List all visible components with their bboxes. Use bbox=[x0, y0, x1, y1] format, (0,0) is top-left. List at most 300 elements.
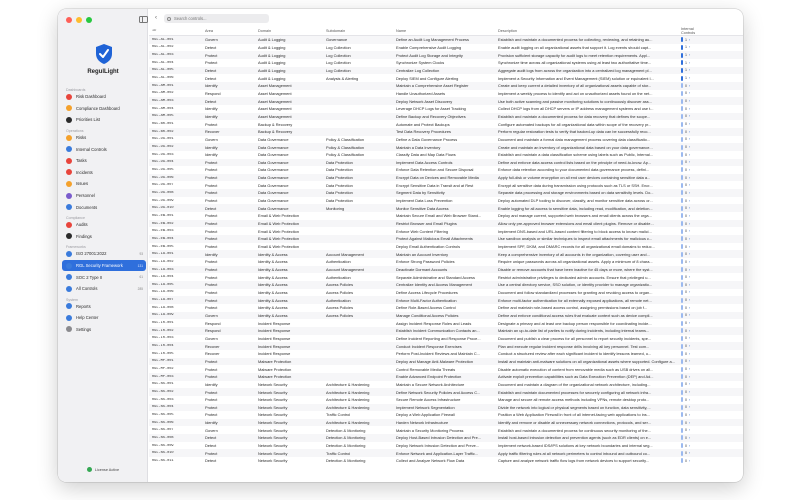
internal-controls-cell[interactable] bbox=[678, 175, 708, 180]
internal-controls-cell[interactable] bbox=[678, 221, 708, 226]
column-header[interactable]: Description bbox=[498, 29, 517, 33]
internal-controls-cell[interactable] bbox=[678, 99, 708, 104]
chevron-right-icon[interactable]: › bbox=[689, 60, 691, 65]
control-count-bar bbox=[681, 53, 683, 58]
table-cell: Use both active scanning and passive monitoring solutions to continuously discover ass... bbox=[498, 98, 652, 104]
table-row[interactable] bbox=[149, 335, 743, 343]
table-cell: Assign Incident Response Roles and Leads bbox=[396, 320, 472, 326]
chevron-right-icon[interactable]: › bbox=[689, 221, 691, 226]
internal-controls-cell[interactable] bbox=[678, 152, 708, 157]
table-row[interactable] bbox=[149, 312, 743, 320]
table-cell: Require unique passwords across all organizational assets. Apply a minimum of 8 chara... bbox=[498, 259, 653, 265]
chevron-right-icon[interactable]: › bbox=[689, 137, 691, 142]
internal-controls-cell[interactable] bbox=[678, 213, 708, 218]
internal-controls-count: 0 bbox=[685, 99, 687, 104]
table-cell: Data Governance bbox=[258, 152, 289, 158]
sidebar-item-rgl-security-framework[interactable] bbox=[62, 260, 146, 272]
internal-controls-cell[interactable] bbox=[678, 374, 708, 379]
internal-controls-cell[interactable] bbox=[678, 275, 708, 280]
column-header[interactable]: Area bbox=[205, 29, 214, 33]
internal-controls-cell[interactable] bbox=[678, 244, 708, 249]
chevron-right-icon[interactable]: › bbox=[689, 213, 691, 218]
table-row[interactable] bbox=[149, 243, 743, 251]
table-cell: RGL-DG-010 bbox=[152, 206, 174, 211]
sidebar-item-settings[interactable] bbox=[62, 324, 146, 336]
chevron-right-icon[interactable]: › bbox=[689, 68, 691, 73]
chevron-right-icon[interactable]: › bbox=[689, 351, 691, 356]
table-cell: Identify bbox=[205, 381, 218, 387]
internal-controls-count: 0 bbox=[685, 328, 687, 333]
table-cell: Enforce multi-factor authentication for all externally exposed applications, all remote net... bbox=[498, 297, 652, 303]
internal-controls-cell[interactable] bbox=[678, 183, 708, 188]
close-window-button[interactable] bbox=[66, 17, 72, 23]
internal-controls-cell[interactable] bbox=[678, 114, 708, 119]
table-row[interactable] bbox=[149, 373, 743, 381]
chevron-right-icon[interactable]: › bbox=[689, 336, 691, 341]
internal-controls-count: 0 bbox=[685, 236, 687, 241]
chevron-right-icon[interactable]: › bbox=[689, 328, 691, 333]
sidebar-item-reports[interactable] bbox=[62, 301, 146, 313]
table-row[interactable] bbox=[149, 136, 743, 144]
book-icon bbox=[66, 263, 72, 269]
sidebar-section-title: Compliance bbox=[66, 215, 85, 220]
chevron-right-icon[interactable]: › bbox=[689, 252, 691, 257]
table-row[interactable] bbox=[149, 350, 743, 358]
table-cell: Audit & Logging bbox=[258, 52, 286, 58]
internal-controls-cell[interactable] bbox=[678, 397, 708, 402]
table-cell: Document and publish a clear process for all personnel to report security incidents, spe... bbox=[498, 335, 652, 341]
chevron-right-icon[interactable]: › bbox=[689, 267, 691, 272]
column-header[interactable]: Name bbox=[396, 29, 407, 33]
sidebar-item-findings[interactable] bbox=[62, 231, 146, 243]
table-row[interactable] bbox=[149, 358, 743, 366]
table-cell: Govern bbox=[205, 136, 218, 142]
chevron-right-icon[interactable]: › bbox=[689, 305, 691, 310]
chevron-right-icon[interactable]: › bbox=[689, 321, 691, 326]
internal-controls-count: 0 bbox=[685, 244, 687, 249]
control-count-bar bbox=[681, 37, 683, 42]
sidebar-item-label: SOC 2 Type II bbox=[76, 274, 103, 280]
table-cell: Identify bbox=[205, 251, 218, 257]
chevron-right-icon[interactable]: › bbox=[689, 428, 691, 433]
table-cell: Encrypt all sensitive data during transmission using protocols such as TLS or SSH. Encr... bbox=[498, 182, 653, 188]
internal-controls-cell[interactable] bbox=[678, 53, 708, 58]
chevron-right-icon[interactable]: › bbox=[689, 145, 691, 150]
sidebar-toggle-icon[interactable] bbox=[139, 16, 148, 23]
chevron-right-icon[interactable]: › bbox=[689, 106, 691, 111]
table-cell: RGL-EW-001 bbox=[152, 213, 174, 218]
internal-controls-cell[interactable] bbox=[678, 390, 708, 395]
chevron-right-icon[interactable]: › bbox=[689, 344, 691, 349]
chevron-right-icon[interactable]: › bbox=[689, 435, 691, 440]
table-cell: Establish and maintain a documented process for data recovery that defines the scope... bbox=[498, 113, 651, 119]
table-cell: Test Data Recovery Procedures bbox=[396, 129, 451, 135]
chevron-right-icon[interactable]: › bbox=[689, 167, 691, 172]
table-cell: Define and enforce data access control lists based on the principle of need-to-know. Ap... bbox=[498, 159, 652, 165]
table-cell: Deploy Host-Based Intrusion Detection and Pre... bbox=[396, 435, 481, 441]
table-cell: RGL-NS-009 bbox=[152, 443, 174, 448]
chevron-right-icon[interactable]: › bbox=[689, 183, 691, 188]
internal-controls-cell[interactable] bbox=[678, 367, 708, 372]
internal-controls-count: 0 bbox=[685, 412, 687, 417]
sidebar-item-incidents[interactable] bbox=[62, 167, 146, 179]
table-cell: Detect bbox=[205, 435, 217, 441]
table-row[interactable] bbox=[149, 419, 743, 427]
control-count-bar bbox=[681, 206, 683, 211]
chevron-right-icon[interactable]: › bbox=[689, 114, 691, 119]
sidebar-item-compliance-dashboard[interactable] bbox=[62, 103, 146, 115]
table-row[interactable] bbox=[149, 289, 743, 297]
table-cell: Traffic Control bbox=[326, 412, 351, 418]
chevron-right-icon[interactable]: › bbox=[689, 374, 691, 379]
sidebar-item-iso-27001-2022[interactable] bbox=[62, 248, 146, 260]
internal-controls-cell[interactable] bbox=[678, 313, 708, 318]
table-row[interactable] bbox=[149, 105, 743, 113]
table-cell: Recover bbox=[205, 129, 220, 135]
internal-controls-cell[interactable] bbox=[678, 190, 708, 195]
search-field[interactable] bbox=[164, 14, 269, 23]
internal-controls-cell[interactable] bbox=[678, 83, 708, 88]
chevron-right-icon[interactable]: › bbox=[689, 198, 691, 203]
chevron-right-icon[interactable]: › bbox=[689, 152, 691, 157]
chevron-right-icon[interactable]: › bbox=[689, 129, 691, 134]
sidebar-item-all-controls[interactable] bbox=[62, 283, 146, 295]
chevron-right-icon[interactable]: › bbox=[689, 298, 691, 303]
chevron-right-icon[interactable]: › bbox=[689, 160, 691, 165]
table-cell: Enforce Network and Application-Layer Traffic... bbox=[396, 450, 479, 456]
table-row[interactable] bbox=[149, 396, 743, 404]
internal-controls-cell[interactable] bbox=[678, 129, 708, 134]
chevron-right-icon[interactable]: › bbox=[689, 175, 691, 180]
table-row[interactable] bbox=[149, 120, 743, 128]
table-row[interactable] bbox=[149, 426, 743, 434]
internal-controls-cell[interactable] bbox=[678, 167, 708, 172]
internal-controls-cell[interactable] bbox=[678, 344, 708, 349]
chevron-right-icon[interactable]: › bbox=[689, 91, 691, 96]
table-row[interactable] bbox=[149, 44, 743, 52]
internal-controls-cell[interactable] bbox=[678, 137, 708, 142]
table-cell: Data Protection bbox=[326, 182, 353, 188]
internal-controls-cell[interactable] bbox=[678, 198, 708, 203]
table-cell: Data Governance bbox=[258, 136, 289, 142]
table-row[interactable] bbox=[149, 235, 743, 243]
table-row[interactable] bbox=[149, 281, 743, 289]
chevron-right-icon[interactable]: › bbox=[689, 420, 691, 425]
internal-controls-cell[interactable] bbox=[678, 229, 708, 234]
internal-controls-cell[interactable] bbox=[678, 252, 708, 257]
table-cell: Conduct a structured review after each significant incident to identify lessons learned, u... bbox=[498, 351, 652, 357]
chevron-right-icon[interactable]: › bbox=[689, 244, 691, 249]
internal-controls-cell[interactable] bbox=[678, 336, 708, 341]
table-row[interactable] bbox=[149, 381, 743, 389]
table-cell: Protect bbox=[205, 198, 218, 204]
sidebar-item-risks[interactable] bbox=[62, 132, 146, 144]
table-row[interactable] bbox=[149, 258, 743, 266]
internal-controls-cell[interactable] bbox=[678, 206, 708, 211]
chevron-right-icon[interactable]: › bbox=[689, 397, 691, 402]
table-cell: RGL-IA-008 bbox=[152, 305, 174, 310]
table-cell: Centralize Log Collection bbox=[396, 67, 440, 73]
table-cell: Encrypt Sensitive Data in Transit and at Rest bbox=[396, 182, 474, 188]
gear-icon bbox=[66, 326, 72, 332]
license-status-dot-icon bbox=[87, 467, 92, 472]
sidebar-item-internal-controls[interactable] bbox=[62, 143, 146, 155]
chevron-right-icon[interactable]: › bbox=[689, 313, 691, 318]
table-row[interactable] bbox=[149, 434, 743, 442]
table-cell: Data Protection bbox=[326, 175, 353, 181]
chevron-right-icon[interactable]: › bbox=[689, 206, 691, 211]
table-row[interactable] bbox=[149, 128, 743, 136]
internal-controls-cell[interactable] bbox=[678, 76, 708, 81]
table-row[interactable] bbox=[149, 90, 743, 98]
column-header[interactable]: Subdomain bbox=[326, 29, 346, 33]
table-cell: Policy & Classification bbox=[326, 136, 365, 142]
table-row[interactable] bbox=[149, 82, 743, 90]
chevron-right-icon[interactable]: › bbox=[689, 290, 691, 295]
table-cell: Identity & Access bbox=[258, 267, 288, 273]
internal-controls-cell[interactable] bbox=[678, 45, 708, 50]
chevron-right-icon[interactable]: › bbox=[689, 451, 691, 456]
chevron-right-icon[interactable]: › bbox=[689, 458, 691, 463]
control-count-bar bbox=[681, 367, 683, 372]
control-count-bar bbox=[681, 152, 683, 157]
internal-controls-cell[interactable] bbox=[678, 290, 708, 295]
table-cell: Implement Network Segmentation bbox=[396, 404, 455, 410]
table-cell: RGL-NS-006 bbox=[152, 420, 174, 425]
table-row[interactable] bbox=[149, 304, 743, 312]
chevron-right-icon[interactable]: › bbox=[689, 37, 691, 42]
chevron-right-icon[interactable]: › bbox=[689, 275, 691, 280]
chevron-right-icon[interactable]: › bbox=[689, 76, 691, 81]
sidebar-item-label: Documents bbox=[76, 204, 98, 210]
table-cell: Document and maintain a formal data management process covering data classificatio... bbox=[498, 136, 651, 142]
chevron-right-icon[interactable]: › bbox=[689, 412, 691, 417]
table-cell: Define Backup and Recovery Objectives bbox=[396, 113, 466, 119]
chevron-right-icon[interactable]: › bbox=[689, 83, 691, 88]
table-cell: Encrypt Data on Devices and Removable Media bbox=[396, 175, 479, 181]
table-cell: RGL-EW-005 bbox=[152, 244, 174, 249]
table-cell: Policy & Classification bbox=[326, 152, 365, 158]
internal-controls-cell[interactable] bbox=[678, 305, 708, 310]
table-row[interactable] bbox=[149, 250, 743, 258]
internal-controls-cell[interactable] bbox=[678, 412, 708, 417]
sidebar-section-title: Dashboards bbox=[66, 88, 86, 92]
sidebar-item-help-center[interactable] bbox=[62, 312, 146, 324]
control-count-bar bbox=[681, 313, 683, 318]
table-row[interactable] bbox=[149, 189, 743, 197]
control-count-bar bbox=[681, 229, 683, 234]
column-header[interactable]: ID bbox=[152, 29, 157, 33]
table-row[interactable] bbox=[149, 442, 743, 450]
internal-controls-cell[interactable] bbox=[678, 106, 708, 111]
internal-controls-cell[interactable] bbox=[678, 359, 708, 364]
internal-controls-count: 0 bbox=[685, 351, 687, 356]
table-row[interactable] bbox=[149, 457, 743, 465]
internal-controls-cell[interactable] bbox=[678, 321, 708, 326]
table-row[interactable] bbox=[149, 97, 743, 105]
table-cell: Define a Data Governance Process bbox=[396, 136, 458, 142]
table-cell: Malware Protection bbox=[258, 374, 292, 380]
chevron-right-icon[interactable]: › bbox=[689, 190, 691, 195]
control-count-bar bbox=[681, 359, 683, 364]
table-cell: Segment Data by Sensitivity bbox=[396, 190, 445, 196]
table-cell: Protect bbox=[205, 228, 218, 234]
sidebar-item-label: Settings bbox=[76, 326, 92, 332]
internal-controls-cell[interactable] bbox=[678, 91, 708, 96]
sidebar-item-label: Priorities List bbox=[76, 117, 100, 123]
zoom-window-button[interactable] bbox=[86, 17, 92, 23]
table-row[interactable] bbox=[149, 151, 743, 159]
chevron-right-icon[interactable]: › bbox=[689, 236, 691, 241]
table-cell: Control Removable Media Threats bbox=[396, 366, 456, 372]
chevron-right-icon[interactable]: › bbox=[689, 390, 691, 395]
column-header[interactable]: Internal Controls bbox=[681, 27, 696, 35]
table-cell: Architecture & Hardening bbox=[326, 420, 370, 426]
table-cell: Protect bbox=[205, 167, 218, 173]
internal-controls-cell[interactable] bbox=[678, 160, 708, 165]
table-cell: Implement Data Access Controls bbox=[396, 159, 453, 165]
internal-controls-cell[interactable] bbox=[678, 236, 708, 241]
internal-controls-cell[interactable] bbox=[678, 382, 708, 387]
chevron-right-icon[interactable]: › bbox=[689, 259, 691, 264]
sidebar-item-tasks[interactable] bbox=[62, 155, 146, 167]
table-row[interactable] bbox=[149, 365, 743, 373]
table-row[interactable] bbox=[149, 74, 743, 82]
chevron-right-icon[interactable]: › bbox=[689, 53, 691, 58]
table-row[interactable] bbox=[149, 59, 743, 67]
chevron-right-icon[interactable]: › bbox=[689, 229, 691, 234]
control-count-bar bbox=[681, 321, 683, 326]
table-row[interactable] bbox=[149, 296, 743, 304]
table-cell: Data Governance bbox=[258, 182, 289, 188]
internal-controls-cell[interactable] bbox=[678, 68, 708, 73]
search-input[interactable] bbox=[174, 16, 264, 21]
sidebar-item-risk-dashboard[interactable] bbox=[62, 91, 146, 103]
table-cell: Backup & Recovery bbox=[258, 121, 293, 127]
table-cell: Protect bbox=[205, 159, 218, 165]
table-row[interactable] bbox=[149, 36, 743, 44]
table-cell: RGL-DG-005 bbox=[152, 167, 174, 172]
chevron-right-icon[interactable]: › bbox=[689, 99, 691, 104]
table-cell: Implement DNS-based and URL-based content filtering to block access to known malici... bbox=[498, 228, 652, 234]
internal-controls-cell[interactable] bbox=[678, 451, 708, 456]
table-row[interactable] bbox=[149, 51, 743, 59]
internal-controls-cell[interactable] bbox=[678, 328, 708, 333]
table-row[interactable] bbox=[149, 411, 743, 419]
internal-controls-cell[interactable] bbox=[678, 145, 708, 150]
table-cell: Asset Management bbox=[258, 106, 292, 112]
sidebar-item-personnel[interactable] bbox=[62, 190, 146, 202]
sidebar-item-documents[interactable] bbox=[62, 201, 146, 213]
control-count-bar bbox=[681, 435, 683, 440]
internal-controls-cell[interactable] bbox=[678, 420, 708, 425]
internal-controls-count: 0 bbox=[685, 451, 687, 456]
sidebar-item-priorities-list[interactable] bbox=[62, 114, 146, 126]
sidebar-item-issues[interactable] bbox=[62, 178, 146, 190]
table-cell: Recover bbox=[205, 351, 220, 357]
internal-controls-cell[interactable] bbox=[678, 443, 708, 448]
table-row[interactable] bbox=[149, 204, 743, 212]
internal-controls-cell[interactable] bbox=[678, 122, 708, 127]
table-row[interactable] bbox=[149, 113, 743, 121]
chevron-right-icon[interactable]: › bbox=[689, 443, 691, 448]
table-row[interactable] bbox=[149, 67, 743, 75]
table-cell: Respond bbox=[205, 328, 221, 334]
table-cell: Create and maintain an inventory of organizational data based on your data governance... bbox=[498, 144, 653, 150]
internal-controls-cell[interactable] bbox=[678, 37, 708, 42]
table-row[interactable] bbox=[149, 220, 743, 228]
table-cell: Detection & Monitoring bbox=[326, 443, 366, 449]
chevron-right-icon[interactable]: › bbox=[689, 382, 691, 387]
internal-controls-count: 0 bbox=[685, 122, 687, 127]
internal-controls-count: 0 bbox=[685, 206, 687, 211]
warning-icon bbox=[66, 135, 72, 141]
sidebar-item-soc-2-type-ii[interactable] bbox=[62, 271, 146, 283]
table-cell: Restrict administrative privileges to dedicated admin accounts. Ensure that privileged u... bbox=[498, 274, 651, 280]
table-row[interactable] bbox=[149, 327, 743, 335]
internal-controls-cell[interactable] bbox=[678, 282, 708, 287]
table-cell: Detect bbox=[205, 443, 217, 449]
table-cell: Protect bbox=[205, 374, 218, 380]
table-cell: Protect bbox=[205, 305, 218, 311]
table-cell: Detect bbox=[205, 205, 217, 211]
table-row[interactable] bbox=[149, 388, 743, 396]
minimize-window-button[interactable] bbox=[76, 17, 82, 23]
chevron-right-icon[interactable]: › bbox=[689, 45, 691, 50]
search-icon bbox=[66, 222, 72, 228]
internal-controls-cell[interactable] bbox=[678, 405, 708, 410]
table-cell: Protect bbox=[205, 182, 218, 188]
internal-controls-cell[interactable] bbox=[678, 428, 708, 433]
table-row[interactable] bbox=[149, 342, 743, 350]
table-row[interactable] bbox=[149, 227, 743, 235]
table-cell: Traffic Control bbox=[326, 450, 351, 456]
table-row[interactable] bbox=[149, 273, 743, 281]
internal-controls-cell[interactable] bbox=[678, 298, 708, 303]
column-header[interactable]: Domain bbox=[258, 29, 272, 33]
chevron-right-icon[interactable]: › bbox=[689, 282, 691, 287]
table-row[interactable] bbox=[149, 212, 743, 220]
table-row[interactable] bbox=[149, 174, 743, 182]
search-icon bbox=[167, 17, 171, 21]
table-row[interactable] bbox=[149, 266, 743, 274]
internal-controls-cell[interactable] bbox=[678, 435, 708, 440]
table-row[interactable] bbox=[149, 404, 743, 412]
table-row[interactable] bbox=[149, 159, 743, 167]
internal-controls-cell[interactable] bbox=[678, 351, 708, 356]
chevron-right-icon[interactable]: › bbox=[689, 359, 691, 364]
table-row[interactable] bbox=[149, 181, 743, 189]
internal-controls-cell[interactable] bbox=[678, 60, 708, 65]
table-row[interactable] bbox=[149, 319, 743, 327]
chevron-right-icon[interactable]: › bbox=[689, 122, 691, 127]
table-cell: Define Network Security Policies and Access C... bbox=[396, 389, 481, 395]
internal-controls-cell[interactable] bbox=[678, 458, 708, 463]
chevron-right-icon[interactable]: › bbox=[689, 367, 691, 372]
table-row[interactable] bbox=[149, 197, 743, 205]
internal-controls-cell[interactable] bbox=[678, 259, 708, 264]
table-row[interactable] bbox=[149, 143, 743, 151]
table-row[interactable] bbox=[149, 449, 743, 457]
table-row[interactable] bbox=[149, 166, 743, 174]
internal-controls-cell[interactable] bbox=[678, 267, 708, 272]
table-cell: Deploy Network Asset Discovery bbox=[396, 98, 453, 104]
back-icon[interactable]: ‹ bbox=[155, 15, 157, 21]
table-cell: Detection & Monitoring bbox=[326, 435, 366, 441]
chevron-right-icon[interactable]: › bbox=[689, 405, 691, 410]
table-cell: Govern bbox=[205, 335, 218, 341]
sidebar-item-audits[interactable] bbox=[62, 219, 146, 231]
